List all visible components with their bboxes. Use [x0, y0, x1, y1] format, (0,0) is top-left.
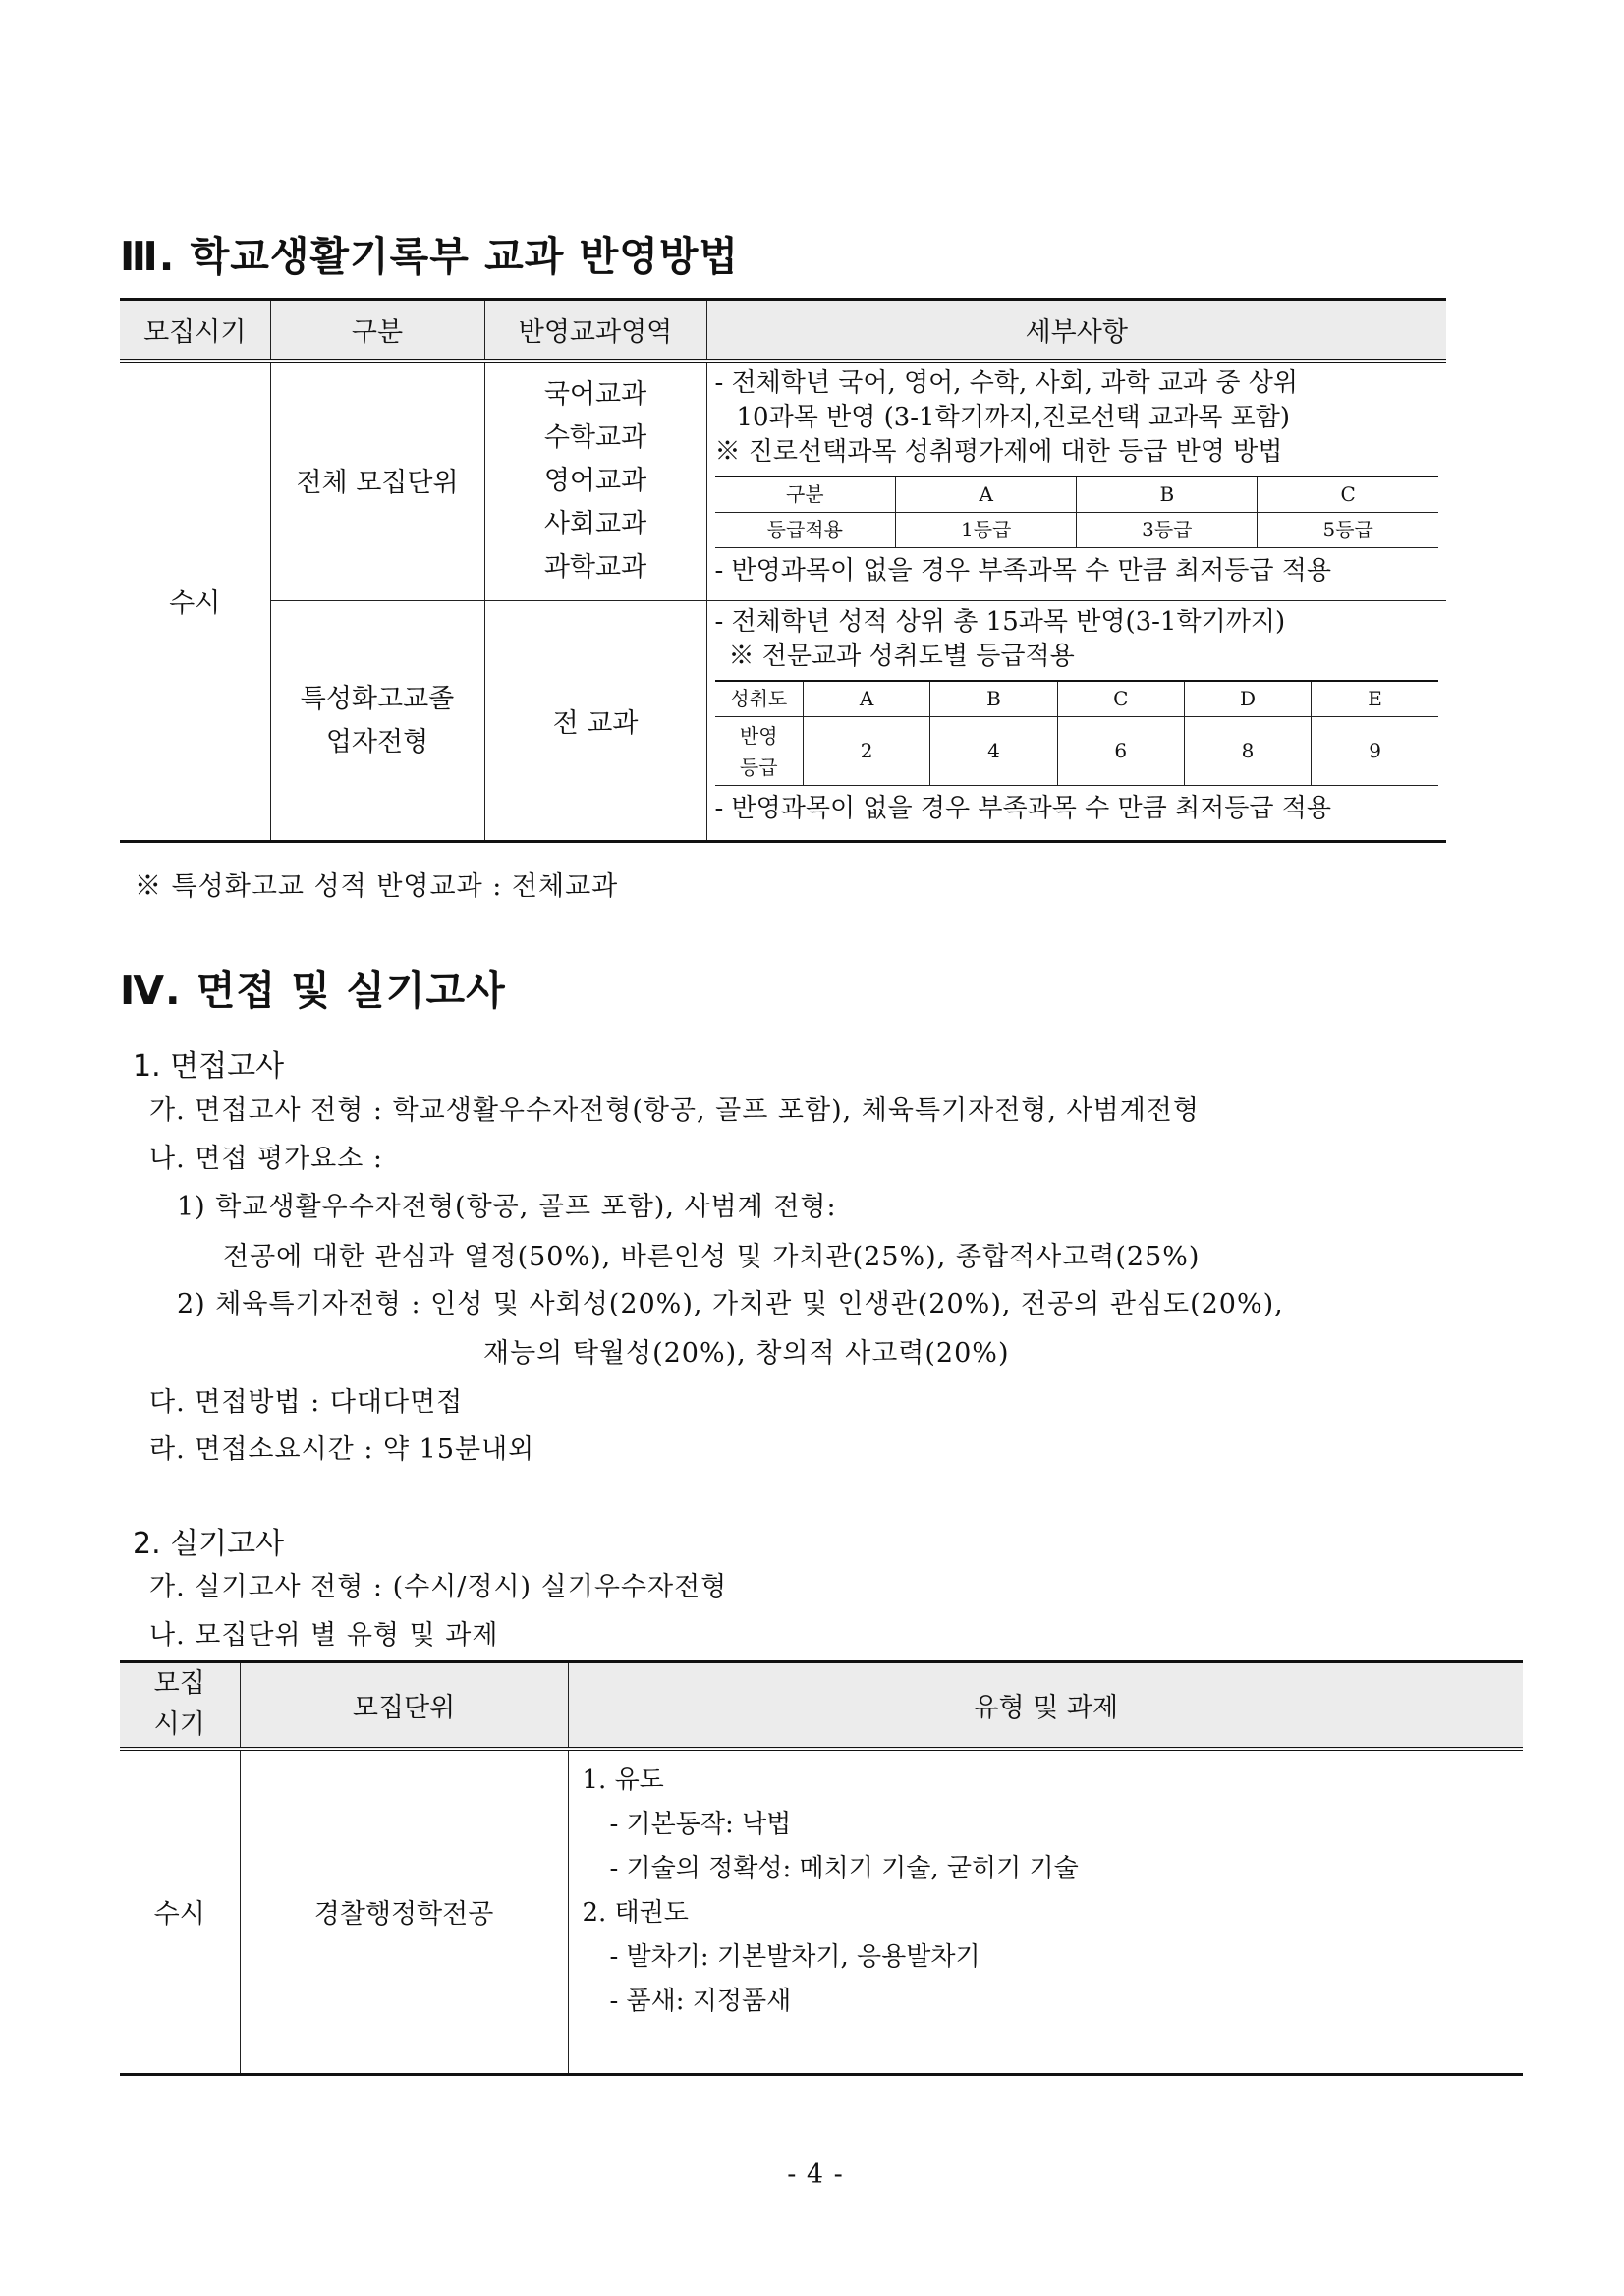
page-number: - 4 - — [787, 2159, 844, 2190]
header-subjects: 반영교과영역 — [484, 300, 706, 361]
inner-header: A — [896, 476, 1077, 513]
detail-line: - 전체학년 국어, 영어, 수학, 사회, 과학 교과 중 상위 — [714, 367, 1298, 398]
inner-header: D — [1184, 681, 1311, 717]
header-period — [120, 1662, 240, 1749]
inner-header: C — [1258, 476, 1438, 513]
inner-cell: 4 — [930, 717, 1057, 786]
inner-header: B — [930, 681, 1057, 717]
inner-header: E — [1312, 681, 1438, 717]
achievement-grade-table — [715, 680, 1439, 786]
header-period: 모집시기 — [120, 300, 270, 361]
inner-header: C — [1057, 681, 1184, 717]
practical-exam-table — [120, 1660, 1523, 2076]
inner-header: B — [1077, 476, 1258, 513]
subject-item: 영어교과 — [543, 465, 647, 496]
inner-header: A — [804, 681, 930, 717]
inner-cell: 6 — [1057, 717, 1184, 786]
detail-cell-1 — [706, 361, 1446, 601]
inner-label-line: 반영 — [739, 723, 778, 748]
task-line: - 기본동작: 낙법 — [609, 1809, 792, 1839]
interview-a: 가. 면접고사 전형 : 학교생활우수자전형(항공, 골프 포함), 체육특기자전형, 사범계전형 — [149, 1095, 1200, 1126]
interview-b2: 2) 체육특기자전형 : 인성 및 사회성(20%), 가치관 및 인생관(20%), 전공의 관심도(20%), — [177, 1289, 1284, 1319]
subjects-list — [484, 361, 706, 601]
category-line: 특성화고교졸 — [300, 683, 455, 714]
subject-item: 과학교과 — [543, 551, 647, 583]
task-line: - 발차기: 기본발차기, 응용발차기 — [609, 1941, 980, 1972]
interview-b1-detail: 전공에 대한 관심과 열정(50%), 바른인성 및 가치관(25%), 종합적사고력(25%) — [223, 1242, 1201, 1272]
category-all-units: 전체 모집단위 — [270, 361, 484, 601]
task-line: - 기술의 정확성: 메치기 기술, 굳히기 기술 — [609, 1853, 1079, 1883]
task-line: - 품새: 지정품새 — [609, 1986, 792, 2016]
subjects-all: 전 교과 — [484, 601, 706, 842]
inner-header: 성취도 — [715, 681, 804, 717]
interview-b2-detail: 재능의 탁월성(20%), 창의적 사고력(20%) — [483, 1338, 1010, 1369]
detail-line: ※ 진로선택과목 성취평가제에 대한 등급 반영 방법 — [714, 436, 1283, 467]
elective-grade-table — [715, 476, 1439, 548]
subject-item: 국어교과 — [543, 378, 647, 410]
header-detail: 세부사항 — [706, 300, 1446, 361]
detail-line: - 반영과목이 없을 경우 부족과목 수 만큼 최저등급 적용 — [714, 555, 1331, 586]
task-line: 1. 유도 — [582, 1764, 664, 1795]
detail-line: 10과목 반영 (3-1학기까지,진로선택 교과목 포함) — [736, 402, 1291, 432]
header-unit: 모집단위 — [240, 1662, 568, 1749]
category-vocational — [270, 601, 484, 842]
subject-item: 수학교과 — [543, 421, 647, 453]
category-line: 업자전형 — [325, 726, 429, 757]
detail-line: - 반영과목이 없을 경우 부족과목 수 만큼 최저등급 적용 — [714, 794, 1331, 823]
inner-cell: 9 — [1312, 717, 1438, 786]
practical-heading: 2. 실기고사 — [133, 1527, 285, 1561]
interview-c: 다. 면접방법 : 다대다면접 — [149, 1387, 464, 1418]
subject-item: 사회교과 — [543, 508, 647, 539]
section3-title: Ⅲ. 학교생활기록부 교과 반영방법 — [120, 233, 740, 280]
inner-cell: 2 — [804, 717, 930, 786]
inner-header: 구분 — [715, 476, 896, 513]
practical-b: 나. 모집단위 별 유형 및 과제 — [149, 1620, 499, 1651]
tasks-cell — [568, 1749, 1523, 2075]
unit-cell: 경찰행정학전공 — [240, 1749, 568, 2075]
period-cell: 수시 — [120, 1749, 240, 2075]
section3-note: ※ 특성화고교 성적 반영교과 : 전체교과 — [135, 871, 619, 902]
interview-d: 라. 면접소요시간 : 약 15분내외 — [149, 1434, 535, 1465]
grade-reflection-table — [120, 298, 1446, 843]
detail-line: - 전체학년 성적 상위 총 15과목 반영(3-1학기까지) — [714, 607, 1286, 637]
inner-label-line: 등급 — [739, 755, 778, 779]
interview-b1: 1) 학교생활우수자전형(항공, 골프 포함), 사범계 전형: — [177, 1192, 837, 1222]
header-period-line: 시기 — [153, 1709, 205, 1741]
task-line: 2. 태권도 — [582, 1897, 689, 1928]
period-cell: 수시 — [120, 361, 270, 842]
interview-b: 나. 면접 평가요소 : — [149, 1144, 384, 1174]
inner-cell: 5등급 — [1258, 512, 1438, 547]
interview-heading: 1. 면접고사 — [133, 1049, 285, 1084]
header-category: 구분 — [270, 300, 484, 361]
inner-cell: 등급적용 — [715, 512, 896, 547]
practical-a: 가. 실기고사 전형 : (수시/정시) 실기우수자전형 — [149, 1572, 728, 1602]
header-tasks: 유형 및 과제 — [568, 1662, 1523, 1749]
inner-cell: 3등급 — [1077, 512, 1258, 547]
section4-title: Ⅳ. 면접 및 실기고사 — [120, 967, 506, 1014]
inner-cell: 1등급 — [896, 512, 1077, 547]
detail-cell-2 — [706, 601, 1446, 842]
detail-line: ※ 전문교과 성취도별 등급적용 — [728, 642, 1075, 671]
header-period-line: 모집 — [153, 1668, 205, 1700]
inner-cell: 8 — [1184, 717, 1311, 786]
inner-label — [715, 717, 804, 786]
